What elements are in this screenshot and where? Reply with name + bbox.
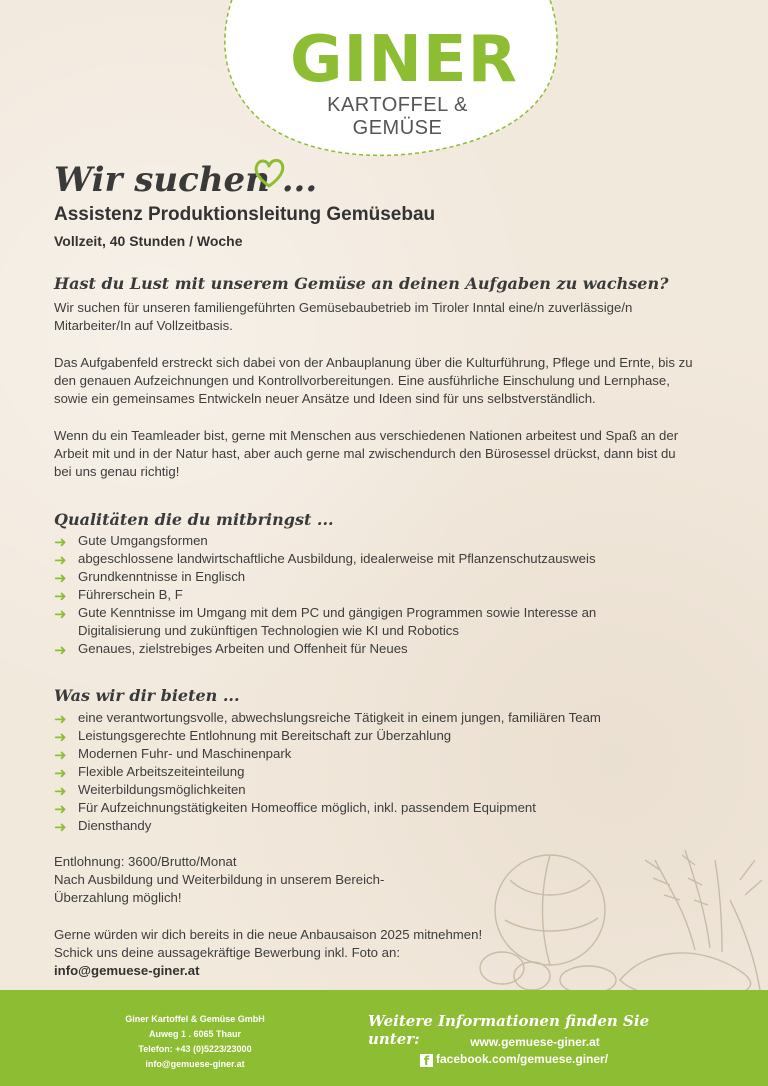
list-item: ➜ Genaues, zielstrebiges Arbeiten und Offenheit für Neues (54, 641, 408, 659)
logo (290, 23, 518, 140)
footer-email-link[interactable]: info@gemuese-giner.at (145, 1059, 245, 1069)
list-item: ➜ Führerschein B, F (54, 587, 183, 605)
list-item: ➜ Grundkenntnisse in Englisch (54, 569, 246, 587)
arrow-right-icon: ➜ (54, 551, 67, 569)
footer-phone: Telefon: +43 (0)5223/23000 (138, 1044, 252, 1054)
list-item: ➜ Modernen Fuhr- und Maschinenpark (54, 746, 292, 764)
arrow-right-icon: ➜ (54, 800, 67, 818)
offers-list (54, 709, 714, 835)
logo-subtitle: KARTOFFEL & GEMÜSE (327, 94, 468, 139)
arrow-right-icon: ➜ (54, 746, 67, 764)
intro-paragraph-3: Wenn du ein Teamleader bist, gerne mit Menschen aus verschiedenen Nationen arbeitest und Spaß an der Arbeit mit und in der Natur hast, aber auch gerne mal zwischendurch den Bürosessel drückst, dann bist du bei uns genau richtig! (54, 428, 679, 479)
job-title: Assistenz Produktionsleitung Gemüsebau (54, 204, 436, 225)
arrow-right-icon: ➜ (54, 728, 67, 746)
qualities-heading: Qualitäten die du mitbringst ... (54, 510, 334, 529)
salary-line-1: Entlohnung: 3600/Brutto/Monat (54, 854, 237, 869)
list-item: ➜ eine verantwortungsvolle, abwechslungsreiche Tätigkeit in einem jungen, familiären Team (54, 710, 601, 728)
offers-heading: Was wir dir bieten ... (54, 686, 240, 705)
footer-website-link[interactable]: www.gemuese-giner.at (470, 1035, 600, 1049)
arrow-right-icon: ➜ (54, 605, 67, 623)
arrow-right-icon: ➜ (54, 533, 67, 551)
intro-paragraph-1: Wir suchen für unseren familiengeführten Gemüsebaubetrieb im Tiroler Inntal eine/n zuverlässige/n Mitarbeiter/In auf Vollzeitbasis. (54, 300, 633, 333)
arrow-right-icon: ➜ (54, 587, 67, 605)
list-item: ➜ Leistungsgerechte Entlohnung mit Bereitschaft zur Überzahlung (54, 728, 452, 746)
heart-icon (252, 156, 286, 190)
salary-line-2: Nach Ausbildung und Weiterbildung in unserem Bereich- (54, 872, 385, 887)
script-title: Wir suchen ... (54, 160, 318, 200)
salary-line-3: Überzahlung möglich! (54, 890, 182, 905)
footer-facebook-link[interactable] (420, 1052, 650, 1067)
list-item: ➜ Gute Kenntnisse im Umgang mit dem PC und gängigen Programmen sowie Interesse an Digitalisierung und zukünftigen Technologien wie KI und Robotics (54, 605, 597, 638)
list-item: ➜ Diensthandy (54, 818, 152, 836)
intro-paragraph-2: Das Aufgabenfeld erstreckt sich dabei von der Anbauplanung über die Kulturführung, Pflege und Ernte, bis zu den genauen Aufzeichnungen und Kontrollvorbereitungen. Eine ausführliche Einschulung und Lernphase, sowie ein gemeinsames Entwickeln neuer Ansätze und Ideen sind für uns selbstverständlich. (54, 355, 693, 406)
list-item: ➜ Flexible Arbeitszeiteinteilung (54, 764, 245, 782)
list-item: ➜ abgeschlossene landwirtschaftliche Ausbildung, idealerweise mit Pflanzenschutzausweis (54, 551, 596, 569)
closing-line-2: Schick uns deine aussagekräftige Bewerbung inkl. Foto an: (54, 945, 401, 960)
logo-name: GINER (290, 23, 518, 97)
intro-heading: Hast du Lust mit unserem Gemüse an deinen Aufgaben zu wachsen? (54, 274, 669, 293)
list-item: ➜ Für Aufzeichnungstätigkeiten Homeoffice möglich, inkl. passendem Equipment (54, 800, 536, 818)
list-item: ➜ Gute Umgangsformen (54, 533, 208, 551)
footer-company: Giner Kartoffel & Gemüse GmbH (125, 1014, 265, 1024)
arrow-right-icon: ➜ (54, 818, 67, 836)
footer-more-info: Weitere Informationen finden Sie unter: (368, 1012, 650, 1048)
arrow-right-icon: ➜ (54, 764, 67, 782)
footer-address: Auweg 1 . 6065 Thaur (148, 1029, 242, 1039)
arrow-right-icon: ➜ (54, 569, 67, 587)
job-subtitle: Vollzeit, 40 Stunden / Woche (54, 233, 243, 249)
footer-contact (100, 1012, 290, 1072)
application-email-link[interactable]: info@gemuese-giner.at (54, 963, 200, 978)
footer-facebook-text: facebook.com/gemuese.giner/ (436, 1052, 609, 1066)
facebook-icon: f (420, 1054, 433, 1067)
arrow-right-icon: ➜ (54, 641, 67, 659)
list-item: ➜ Weiterbildungsmöglichkeiten (54, 782, 246, 800)
vegetables-illustration (470, 840, 768, 1000)
arrow-right-icon: ➜ (54, 782, 67, 800)
arrow-right-icon: ➜ (54, 710, 67, 728)
qualities-list (54, 532, 714, 658)
closing-line-1: Gerne würden wir dich bereits in die neue Anbausaison 2025 mitnehmen! (54, 927, 483, 942)
